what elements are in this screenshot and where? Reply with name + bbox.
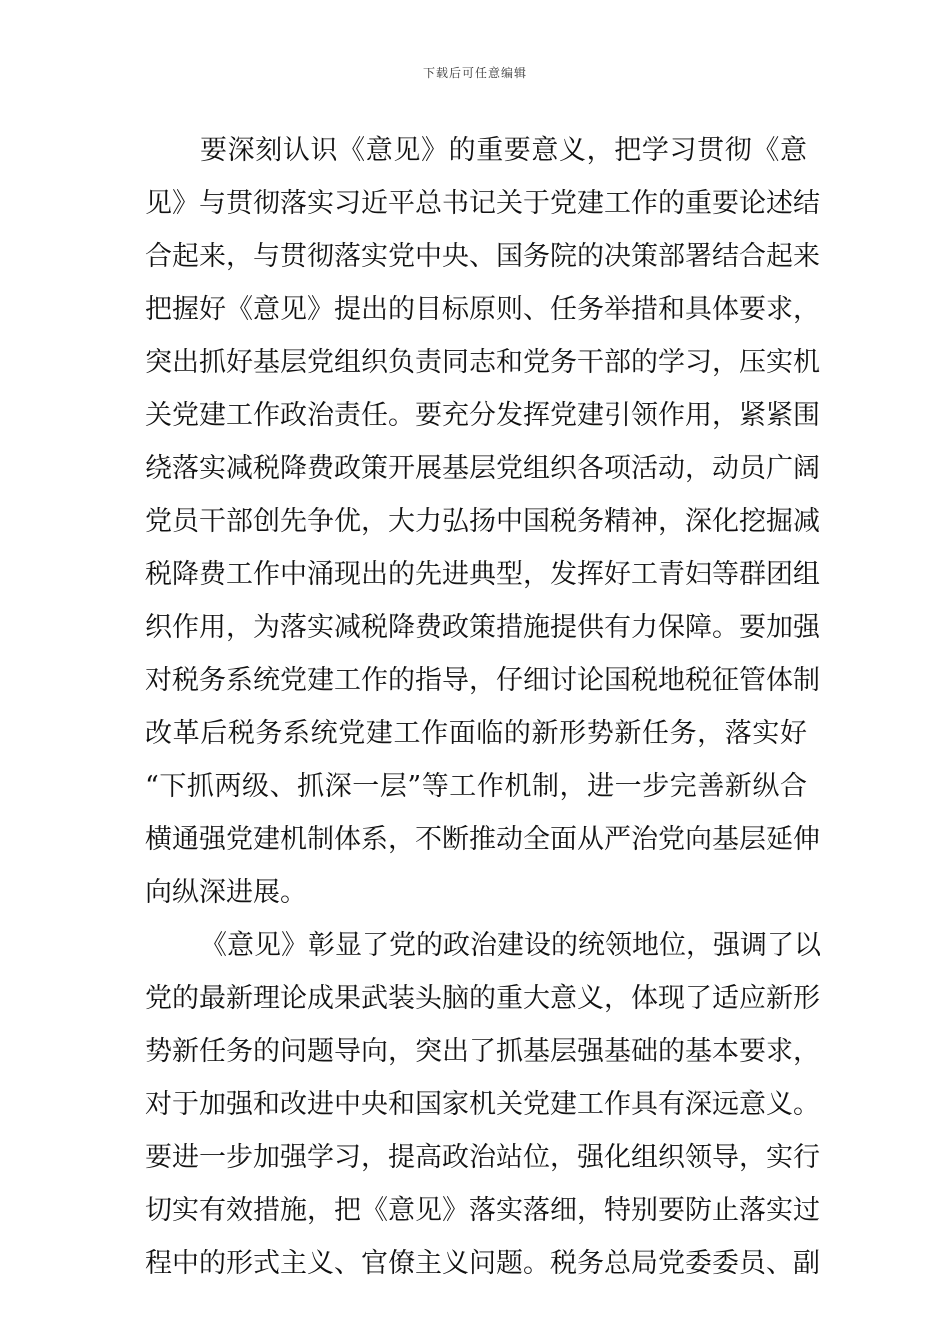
text-line: 把握好《意见》提出的目标原则、任务举措和具体要求， bbox=[145, 294, 820, 325]
text-line: 切实有效措施，把《意见》落实落细，特别要防止落实过 bbox=[145, 1195, 820, 1226]
text-line: 税降费工作中涌现出的先进典型，发挥好工青妇等群团组 bbox=[145, 559, 820, 590]
text-line: “下抓两级、抓深一层”等工作机制，进一步完善新纵合 bbox=[145, 771, 807, 802]
text-line: 向纵深进展。 bbox=[145, 877, 307, 908]
text-line: 合起来，与贯彻落实党中央、国务院的决策部署结合起来 bbox=[145, 241, 820, 272]
paragraph bbox=[145, 919, 821, 1290]
text-line: 关党建工作政治责任。要充分发挥党建引领作用，紧紧围 bbox=[145, 400, 820, 431]
text-line: 要深刻认识《意见》的重要意义，把学习贯彻《意 bbox=[200, 135, 807, 166]
text-line: 对于加强和改进中央和国家机关党建工作具有深远意义。 bbox=[145, 1089, 820, 1120]
text-line: 横通强党建机制体系，不断推动全面从严治党向基层延伸 bbox=[145, 824, 820, 855]
text-line: 势新任务的问题导向，突出了抓基层强基础的基本要求， bbox=[145, 1036, 820, 1067]
document-body bbox=[145, 124, 821, 1290]
text-line: 见》与贯彻落实习近平总书记关于党建工作的重要论述结 bbox=[145, 188, 820, 219]
text-line: 改革后税务系统党建工作面临的新形势新任务，落实好 bbox=[145, 718, 807, 749]
text-line: 《意见》彰显了党的政治建设的统领地位，强调了以 bbox=[200, 930, 821, 961]
text-line: 党的最新理论成果武装头脑的重大意义，体现了适应新形 bbox=[145, 983, 820, 1014]
text-line: 织作用，为落实减税降费政策措施提供有力保障。要加强 bbox=[145, 612, 820, 643]
text-line: 党员干部创先争优，大力弘扬中国税务精神，深化挖掘减 bbox=[145, 506, 820, 537]
text-line: 程中的形式主义、官僚主义问题。税务总局党委委员、副 bbox=[145, 1248, 820, 1279]
paragraph bbox=[145, 124, 820, 919]
text-line: 突出抓好基层党组织负责同志和党务干部的学习，压实机 bbox=[145, 347, 820, 378]
page-header-note: 下载后可任意编辑 bbox=[422, 66, 527, 80]
text-line: 要进一步加强学习，提高政治站位，强化组织领导，实行 bbox=[145, 1142, 820, 1173]
text-line: 对税务系统党建工作的指导，仔细讨论国税地税征管体制 bbox=[145, 665, 820, 696]
text-line: 绕落实减税降费政策开展基层党组织各项活动，动员广阔 bbox=[145, 453, 820, 484]
